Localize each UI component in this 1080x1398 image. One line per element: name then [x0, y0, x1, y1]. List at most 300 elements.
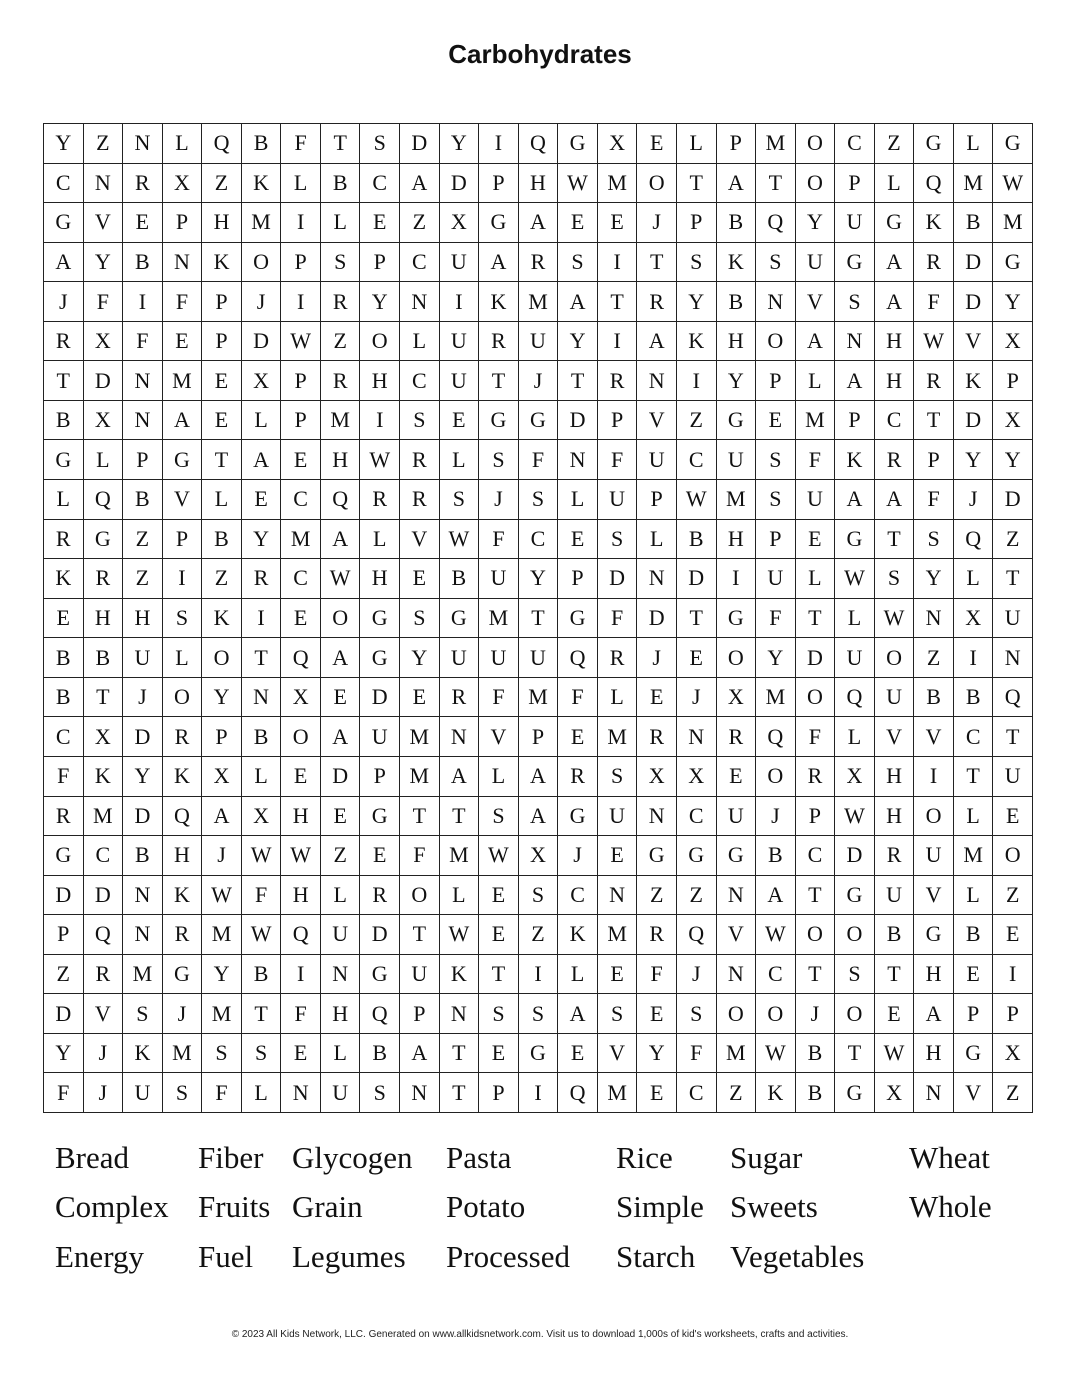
grid-cell[interactable]: Y: [637, 1034, 677, 1074]
grid-cell[interactable]: N: [281, 1073, 321, 1113]
grid-cell[interactable]: N: [400, 1073, 440, 1113]
grid-cell[interactable]: R: [875, 440, 915, 480]
grid-cell[interactable]: I: [598, 243, 638, 283]
grid-cell[interactable]: C: [281, 480, 321, 520]
grid-cell[interactable]: M: [756, 124, 796, 164]
grid-cell[interactable]: P: [558, 559, 598, 599]
grid-cell[interactable]: G: [993, 124, 1033, 164]
grid-cell[interactable]: J: [637, 203, 677, 243]
grid-cell[interactable]: R: [598, 361, 638, 401]
grid-cell[interactable]: E: [637, 678, 677, 718]
grid-cell[interactable]: P: [202, 282, 242, 322]
grid-cell[interactable]: H: [281, 876, 321, 916]
grid-cell[interactable]: K: [242, 164, 282, 204]
grid-cell[interactable]: E: [717, 757, 757, 797]
grid-cell[interactable]: Z: [993, 1073, 1033, 1113]
grid-cell[interactable]: M: [400, 757, 440, 797]
grid-cell[interactable]: T: [756, 164, 796, 204]
grid-cell[interactable]: C: [954, 717, 994, 757]
grid-cell[interactable]: G: [835, 1073, 875, 1113]
grid-cell[interactable]: O: [360, 322, 400, 362]
grid-cell[interactable]: K: [479, 282, 519, 322]
grid-cell[interactable]: Q: [360, 994, 400, 1034]
grid-cell[interactable]: O: [796, 915, 836, 955]
grid-cell[interactable]: Q: [163, 797, 203, 837]
grid-cell[interactable]: N: [835, 322, 875, 362]
grid-cell[interactable]: A: [519, 757, 559, 797]
grid-cell[interactable]: T: [400, 797, 440, 837]
grid-cell[interactable]: G: [44, 836, 84, 876]
grid-cell[interactable]: D: [954, 243, 994, 283]
grid-cell[interactable]: K: [717, 243, 757, 283]
grid-cell[interactable]: W: [914, 322, 954, 362]
grid-cell[interactable]: Z: [321, 322, 361, 362]
grid-cell[interactable]: U: [321, 915, 361, 955]
grid-cell[interactable]: G: [44, 203, 84, 243]
grid-cell[interactable]: K: [44, 559, 84, 599]
grid-cell[interactable]: A: [717, 164, 757, 204]
grid-cell[interactable]: X: [835, 757, 875, 797]
grid-cell[interactable]: T: [598, 282, 638, 322]
grid-cell[interactable]: H: [875, 322, 915, 362]
grid-cell[interactable]: E: [281, 599, 321, 639]
grid-cell[interactable]: F: [400, 836, 440, 876]
grid-cell[interactable]: D: [677, 559, 717, 599]
grid-cell[interactable]: D: [835, 836, 875, 876]
grid-cell[interactable]: H: [360, 559, 400, 599]
grid-cell[interactable]: R: [84, 955, 124, 995]
grid-cell[interactable]: G: [558, 599, 598, 639]
grid-cell[interactable]: M: [440, 836, 480, 876]
grid-cell[interactable]: E: [281, 440, 321, 480]
grid-cell[interactable]: X: [993, 322, 1033, 362]
grid-cell[interactable]: J: [954, 480, 994, 520]
grid-cell[interactable]: I: [717, 559, 757, 599]
grid-cell[interactable]: D: [954, 401, 994, 441]
grid-cell[interactable]: F: [202, 1073, 242, 1113]
grid-cell[interactable]: F: [558, 678, 598, 718]
grid-cell[interactable]: U: [875, 678, 915, 718]
grid-cell[interactable]: D: [400, 124, 440, 164]
grid-cell[interactable]: E: [875, 994, 915, 1034]
grid-cell[interactable]: K: [914, 203, 954, 243]
grid-cell[interactable]: H: [84, 599, 124, 639]
grid-cell[interactable]: S: [598, 757, 638, 797]
grid-cell[interactable]: A: [914, 994, 954, 1034]
grid-cell[interactable]: F: [756, 599, 796, 639]
grid-cell[interactable]: A: [242, 440, 282, 480]
grid-cell[interactable]: H: [321, 994, 361, 1034]
grid-cell[interactable]: T: [677, 599, 717, 639]
grid-cell[interactable]: E: [400, 678, 440, 718]
grid-cell[interactable]: Z: [123, 559, 163, 599]
grid-cell[interactable]: Z: [875, 124, 915, 164]
grid-cell[interactable]: W: [677, 480, 717, 520]
grid-cell[interactable]: W: [835, 559, 875, 599]
grid-cell[interactable]: G: [835, 876, 875, 916]
grid-cell[interactable]: L: [163, 638, 203, 678]
grid-cell[interactable]: H: [875, 797, 915, 837]
grid-cell[interactable]: Y: [202, 955, 242, 995]
grid-cell[interactable]: J: [519, 361, 559, 401]
grid-cell[interactable]: Q: [756, 203, 796, 243]
grid-cell[interactable]: I: [993, 955, 1033, 995]
grid-cell[interactable]: M: [717, 480, 757, 520]
grid-cell[interactable]: F: [637, 955, 677, 995]
grid-cell[interactable]: Y: [993, 282, 1033, 322]
grid-cell[interactable]: F: [598, 440, 638, 480]
grid-cell[interactable]: P: [993, 361, 1033, 401]
grid-cell[interactable]: E: [123, 203, 163, 243]
grid-cell[interactable]: T: [796, 876, 836, 916]
grid-cell[interactable]: K: [163, 757, 203, 797]
grid-cell[interactable]: A: [558, 994, 598, 1034]
grid-cell[interactable]: G: [360, 955, 400, 995]
grid-cell[interactable]: X: [637, 757, 677, 797]
grid-cell[interactable]: X: [242, 797, 282, 837]
grid-cell[interactable]: M: [202, 994, 242, 1034]
grid-cell[interactable]: F: [479, 520, 519, 560]
grid-cell[interactable]: S: [400, 401, 440, 441]
grid-cell[interactable]: P: [202, 717, 242, 757]
grid-cell[interactable]: N: [440, 717, 480, 757]
grid-cell[interactable]: X: [84, 401, 124, 441]
grid-cell[interactable]: S: [321, 243, 361, 283]
grid-cell[interactable]: V: [400, 520, 440, 560]
grid-cell[interactable]: L: [84, 440, 124, 480]
grid-cell[interactable]: A: [321, 638, 361, 678]
grid-cell[interactable]: Z: [677, 401, 717, 441]
grid-cell[interactable]: Q: [84, 915, 124, 955]
grid-cell[interactable]: X: [84, 717, 124, 757]
grid-cell[interactable]: U: [875, 876, 915, 916]
grid-cell[interactable]: O: [717, 638, 757, 678]
grid-cell[interactable]: T: [321, 124, 361, 164]
grid-cell[interactable]: E: [558, 1034, 598, 1074]
grid-cell[interactable]: T: [796, 955, 836, 995]
grid-cell[interactable]: B: [123, 243, 163, 283]
grid-cell[interactable]: F: [677, 1034, 717, 1074]
grid-cell[interactable]: M: [400, 717, 440, 757]
grid-cell[interactable]: P: [123, 440, 163, 480]
grid-cell[interactable]: T: [677, 164, 717, 204]
grid-cell[interactable]: N: [914, 1073, 954, 1113]
grid-cell[interactable]: L: [321, 1034, 361, 1074]
grid-cell[interactable]: T: [242, 994, 282, 1034]
grid-cell[interactable]: P: [835, 401, 875, 441]
grid-cell[interactable]: V: [84, 994, 124, 1034]
grid-cell[interactable]: A: [519, 797, 559, 837]
grid-cell[interactable]: S: [479, 440, 519, 480]
grid-cell[interactable]: U: [479, 638, 519, 678]
grid-cell[interactable]: E: [202, 361, 242, 401]
grid-cell[interactable]: L: [954, 876, 994, 916]
grid-cell[interactable]: S: [163, 599, 203, 639]
grid-cell[interactable]: T: [796, 599, 836, 639]
grid-cell[interactable]: R: [44, 797, 84, 837]
grid-cell[interactable]: P: [954, 994, 994, 1034]
grid-cell[interactable]: Q: [519, 124, 559, 164]
grid-cell[interactable]: U: [796, 480, 836, 520]
grid-cell[interactable]: L: [835, 599, 875, 639]
grid-cell[interactable]: W: [242, 915, 282, 955]
grid-cell[interactable]: R: [519, 243, 559, 283]
grid-cell[interactable]: R: [637, 717, 677, 757]
grid-cell[interactable]: Z: [321, 836, 361, 876]
grid-cell[interactable]: F: [281, 994, 321, 1034]
grid-cell[interactable]: S: [875, 559, 915, 599]
grid-cell[interactable]: H: [914, 1034, 954, 1074]
grid-cell[interactable]: G: [84, 520, 124, 560]
grid-cell[interactable]: H: [717, 322, 757, 362]
grid-cell[interactable]: Y: [519, 559, 559, 599]
grid-cell[interactable]: U: [835, 638, 875, 678]
grid-cell[interactable]: G: [993, 243, 1033, 283]
grid-cell[interactable]: A: [875, 282, 915, 322]
grid-cell[interactable]: L: [558, 480, 598, 520]
grid-cell[interactable]: D: [242, 322, 282, 362]
grid-cell[interactable]: G: [835, 520, 875, 560]
grid-cell[interactable]: R: [84, 559, 124, 599]
grid-cell[interactable]: M: [281, 520, 321, 560]
grid-cell[interactable]: B: [44, 678, 84, 718]
grid-cell[interactable]: J: [479, 480, 519, 520]
grid-cell[interactable]: G: [360, 797, 400, 837]
grid-cell[interactable]: P: [281, 401, 321, 441]
grid-cell[interactable]: W: [479, 836, 519, 876]
grid-cell[interactable]: N: [400, 282, 440, 322]
grid-cell[interactable]: E: [598, 203, 638, 243]
grid-cell[interactable]: N: [993, 638, 1033, 678]
grid-cell[interactable]: X: [84, 322, 124, 362]
grid-cell[interactable]: B: [875, 915, 915, 955]
grid-cell[interactable]: X: [677, 757, 717, 797]
grid-cell[interactable]: Z: [84, 124, 124, 164]
grid-cell[interactable]: E: [360, 836, 400, 876]
grid-cell[interactable]: V: [954, 322, 994, 362]
grid-cell[interactable]: Y: [242, 520, 282, 560]
grid-cell[interactable]: B: [796, 1073, 836, 1113]
grid-cell[interactable]: W: [558, 164, 598, 204]
grid-cell[interactable]: Y: [993, 440, 1033, 480]
grid-cell[interactable]: E: [400, 559, 440, 599]
grid-cell[interactable]: F: [914, 282, 954, 322]
grid-cell[interactable]: Y: [84, 243, 124, 283]
grid-cell[interactable]: B: [44, 638, 84, 678]
grid-cell[interactable]: M: [796, 401, 836, 441]
grid-cell[interactable]: A: [835, 480, 875, 520]
grid-cell[interactable]: Z: [677, 876, 717, 916]
grid-cell[interactable]: K: [440, 955, 480, 995]
grid-cell[interactable]: P: [677, 203, 717, 243]
grid-cell[interactable]: U: [360, 717, 400, 757]
grid-cell[interactable]: J: [44, 282, 84, 322]
grid-cell[interactable]: H: [875, 361, 915, 401]
grid-cell[interactable]: T: [993, 717, 1033, 757]
grid-cell[interactable]: Y: [44, 1034, 84, 1074]
grid-cell[interactable]: D: [123, 717, 163, 757]
grid-cell[interactable]: Y: [123, 757, 163, 797]
grid-cell[interactable]: E: [954, 955, 994, 995]
grid-cell[interactable]: N: [123, 124, 163, 164]
grid-cell[interactable]: P: [796, 797, 836, 837]
grid-cell[interactable]: G: [717, 599, 757, 639]
grid-cell[interactable]: E: [479, 915, 519, 955]
grid-cell[interactable]: U: [637, 440, 677, 480]
grid-cell[interactable]: Y: [796, 203, 836, 243]
grid-cell[interactable]: A: [796, 322, 836, 362]
grid-cell[interactable]: N: [163, 243, 203, 283]
grid-cell[interactable]: G: [717, 401, 757, 441]
grid-cell[interactable]: M: [954, 164, 994, 204]
grid-cell[interactable]: N: [123, 401, 163, 441]
grid-cell[interactable]: L: [598, 678, 638, 718]
grid-cell[interactable]: N: [914, 599, 954, 639]
grid-cell[interactable]: S: [242, 1034, 282, 1074]
grid-cell[interactable]: P: [360, 243, 400, 283]
grid-cell[interactable]: P: [637, 480, 677, 520]
grid-cell[interactable]: E: [598, 836, 638, 876]
grid-cell[interactable]: S: [598, 520, 638, 560]
grid-cell[interactable]: I: [360, 401, 400, 441]
grid-cell[interactable]: I: [281, 282, 321, 322]
grid-cell[interactable]: Y: [914, 559, 954, 599]
grid-cell[interactable]: L: [796, 559, 836, 599]
grid-cell[interactable]: S: [756, 440, 796, 480]
grid-cell[interactable]: S: [123, 994, 163, 1034]
grid-cell[interactable]: A: [875, 480, 915, 520]
grid-cell[interactable]: O: [202, 638, 242, 678]
grid-cell[interactable]: L: [677, 124, 717, 164]
grid-cell[interactable]: V: [84, 203, 124, 243]
grid-cell[interactable]: M: [163, 1034, 203, 1074]
grid-cell[interactable]: N: [598, 876, 638, 916]
grid-cell[interactable]: L: [281, 164, 321, 204]
grid-cell[interactable]: S: [677, 243, 717, 283]
grid-cell[interactable]: G: [479, 401, 519, 441]
grid-cell[interactable]: W: [756, 1034, 796, 1074]
grid-cell[interactable]: E: [321, 797, 361, 837]
grid-cell[interactable]: M: [479, 599, 519, 639]
grid-cell[interactable]: T: [875, 520, 915, 560]
grid-cell[interactable]: M: [242, 203, 282, 243]
grid-cell[interactable]: A: [321, 717, 361, 757]
grid-cell[interactable]: R: [637, 282, 677, 322]
grid-cell[interactable]: W: [440, 915, 480, 955]
grid-cell[interactable]: R: [44, 322, 84, 362]
grid-cell[interactable]: T: [44, 361, 84, 401]
grid-cell[interactable]: H: [163, 836, 203, 876]
grid-cell[interactable]: K: [202, 243, 242, 283]
grid-cell[interactable]: E: [558, 520, 598, 560]
grid-cell[interactable]: I: [954, 638, 994, 678]
grid-cell[interactable]: L: [637, 520, 677, 560]
grid-cell[interactable]: A: [835, 361, 875, 401]
grid-cell[interactable]: G: [558, 797, 598, 837]
grid-cell[interactable]: T: [202, 440, 242, 480]
grid-cell[interactable]: E: [637, 1073, 677, 1113]
grid-cell[interactable]: O: [835, 915, 875, 955]
grid-cell[interactable]: U: [835, 203, 875, 243]
grid-cell[interactable]: Y: [202, 678, 242, 718]
grid-cell[interactable]: E: [796, 520, 836, 560]
grid-cell[interactable]: E: [44, 599, 84, 639]
grid-cell[interactable]: Z: [400, 203, 440, 243]
grid-cell[interactable]: A: [519, 203, 559, 243]
grid-cell[interactable]: A: [875, 243, 915, 283]
grid-cell[interactable]: B: [44, 401, 84, 441]
grid-cell[interactable]: T: [875, 955, 915, 995]
grid-cell[interactable]: Z: [44, 955, 84, 995]
grid-cell[interactable]: K: [835, 440, 875, 480]
grid-cell[interactable]: O: [242, 243, 282, 283]
grid-cell[interactable]: Z: [914, 638, 954, 678]
grid-cell[interactable]: R: [875, 836, 915, 876]
grid-cell[interactable]: P: [914, 440, 954, 480]
grid-cell[interactable]: G: [44, 440, 84, 480]
grid-cell[interactable]: C: [84, 836, 124, 876]
grid-cell[interactable]: Z: [519, 915, 559, 955]
grid-cell[interactable]: S: [440, 480, 480, 520]
grid-cell[interactable]: E: [558, 717, 598, 757]
grid-cell[interactable]: O: [875, 638, 915, 678]
grid-cell[interactable]: T: [440, 1073, 480, 1113]
grid-cell[interactable]: O: [914, 797, 954, 837]
grid-cell[interactable]: Y: [677, 282, 717, 322]
grid-cell[interactable]: K: [202, 599, 242, 639]
grid-cell[interactable]: M: [163, 361, 203, 401]
grid-cell[interactable]: V: [163, 480, 203, 520]
grid-cell[interactable]: O: [756, 994, 796, 1034]
grid-cell[interactable]: T: [993, 559, 1033, 599]
grid-cell[interactable]: P: [756, 361, 796, 401]
grid-cell[interactable]: J: [796, 994, 836, 1034]
grid-cell[interactable]: U: [914, 836, 954, 876]
grid-cell[interactable]: F: [796, 717, 836, 757]
grid-cell[interactable]: J: [202, 836, 242, 876]
grid-cell[interactable]: I: [519, 1073, 559, 1113]
grid-cell[interactable]: K: [123, 1034, 163, 1074]
grid-cell[interactable]: V: [954, 1073, 994, 1113]
grid-cell[interactable]: G: [479, 203, 519, 243]
grid-cell[interactable]: T: [242, 638, 282, 678]
grid-cell[interactable]: W: [993, 164, 1033, 204]
grid-cell[interactable]: N: [123, 915, 163, 955]
grid-cell[interactable]: A: [400, 164, 440, 204]
grid-cell[interactable]: A: [321, 520, 361, 560]
grid-cell[interactable]: X: [202, 757, 242, 797]
grid-cell[interactable]: N: [717, 955, 757, 995]
grid-cell[interactable]: P: [360, 757, 400, 797]
grid-cell[interactable]: D: [954, 282, 994, 322]
grid-cell[interactable]: B: [717, 282, 757, 322]
grid-cell[interactable]: D: [84, 876, 124, 916]
grid-cell[interactable]: N: [123, 361, 163, 401]
grid-cell[interactable]: D: [123, 797, 163, 837]
grid-cell[interactable]: D: [796, 638, 836, 678]
grid-cell[interactable]: E: [281, 757, 321, 797]
grid-cell[interactable]: S: [756, 243, 796, 283]
grid-cell[interactable]: D: [360, 678, 400, 718]
grid-cell[interactable]: Z: [123, 520, 163, 560]
grid-cell[interactable]: P: [202, 322, 242, 362]
grid-cell[interactable]: R: [914, 243, 954, 283]
grid-cell[interactable]: M: [84, 797, 124, 837]
grid-cell[interactable]: U: [756, 559, 796, 599]
grid-cell[interactable]: S: [202, 1034, 242, 1074]
grid-cell[interactable]: L: [440, 440, 480, 480]
grid-cell[interactable]: G: [360, 638, 400, 678]
